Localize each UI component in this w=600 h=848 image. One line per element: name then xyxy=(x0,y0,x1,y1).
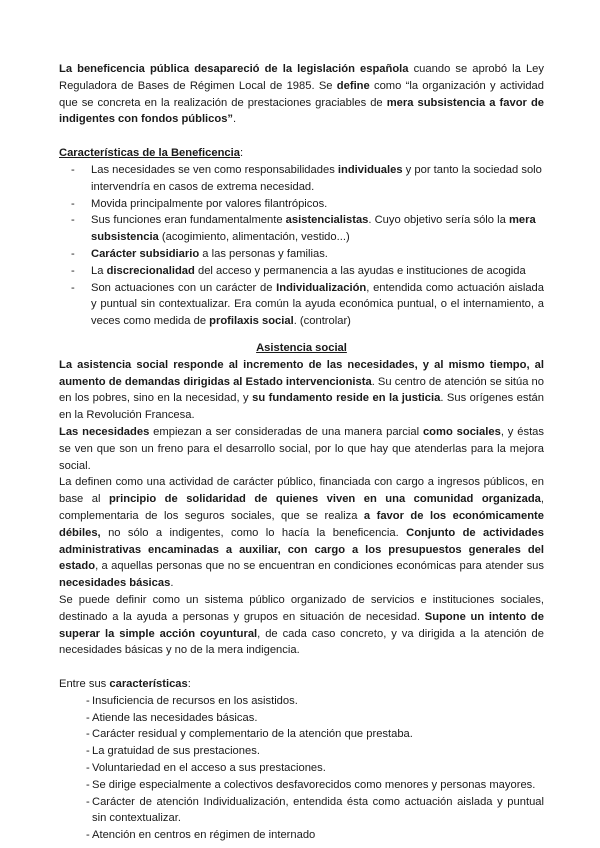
list-item: - Atiende las necesidades básicas. xyxy=(59,710,544,727)
spacer xyxy=(59,659,544,676)
list-item: - Carácter de atención Individualización, entendida ésta como actuación aislada y puntual sin contextualizar. xyxy=(59,794,544,828)
asistencia-paragraph-3 xyxy=(59,474,544,592)
list-item xyxy=(59,246,544,263)
item-text: , entendida como actuación aislada y puntual sin contextualizar. Era común la ayuda económica puntual, o el internamiento, a veces como medida de xyxy=(91,281,544,328)
p3-text-3: no sólo a indigentes, como lo hacía la beneficencia. xyxy=(100,526,407,539)
item-bold: mera subsistencia xyxy=(91,214,536,244)
item-bold: discrecionalidad xyxy=(106,264,195,277)
intro-text-3: . xyxy=(233,113,237,126)
asistencia-paragraph-2 xyxy=(59,424,544,474)
p3-bold-1: principio de solidaridad de quienes viven en una comunidad organizada xyxy=(108,493,541,506)
asistencia-paragraph-4 xyxy=(59,592,544,659)
p3-bold-3: Conjunto de actividades administrativas encaminadas a auxiliar, con cargo a los presupuestos generales del estado xyxy=(59,526,545,573)
p1-bold-2: su fundamento reside en la justicia xyxy=(252,392,441,405)
item-text: del acceso y permanencia a las ayudas e instituciones de acogida xyxy=(194,264,526,277)
item-bold: individuales xyxy=(337,163,403,176)
p2-bold-2: como sociales xyxy=(422,425,501,438)
item-bold: Carácter subsidiario xyxy=(91,247,200,260)
p3-text-2: , complementaria de los seguros sociales, que se realiza xyxy=(59,493,544,522)
p3-text-5: . xyxy=(170,577,174,590)
list-item: - Voluntariedad en el acceso a sus prestaciones. xyxy=(59,760,544,777)
p1-bold-1: La asistencia social responde al incremento de las necesidades, y al mismo tiempo, al aumento de demandas dirigidas al Estado intervencionista xyxy=(59,358,544,388)
intro-bold-3: mera subsistencia a favor de indigentes con fondos públicos” xyxy=(59,96,545,126)
p4-text-1: Se puede definir como un sistema público organizado de servicios e instituciones sociales, destinado a la ayuda a personas y grupos en situación de necesidad. xyxy=(59,593,544,623)
item-text: . (controlar) xyxy=(293,315,351,328)
p2-bold-1: Las necesidades xyxy=(59,425,150,438)
item-text: La xyxy=(91,264,107,277)
list-item: - Insuficiencia de recursos en los asistidos. xyxy=(59,693,544,710)
item-text: Sus funciones eran fundamentalmente xyxy=(91,214,286,227)
item-bold: Individualización xyxy=(276,281,367,294)
asistencia-title: Asistencia social xyxy=(256,341,347,354)
item-text: Son actuaciones con un carácter de xyxy=(91,281,277,294)
list-item: - La gratuidad de sus prestaciones. xyxy=(59,743,544,760)
p3-text-1: La definen como una actividad de carácter público, financiada con cargo a ingresos públicos, en base al xyxy=(59,476,544,506)
asistencia-paragraph-1 xyxy=(59,357,544,424)
list-item xyxy=(59,162,544,196)
document-page xyxy=(59,61,544,844)
item-text: Movida principalmente por valores filantrópicos. xyxy=(91,197,328,210)
spacer xyxy=(59,330,544,340)
list-item: - Se dirige especialmente a colectivos desfavorecidos como menores y personas mayores. xyxy=(59,777,544,794)
item-text: a las personas y familias. xyxy=(199,247,328,260)
heading-colon: : xyxy=(239,147,244,160)
item-text: Las necesidades se ven como responsabilidades xyxy=(91,163,338,176)
p3-bold-4: necesidades básicas xyxy=(59,577,171,590)
lead-bold: características xyxy=(109,678,188,691)
spacer xyxy=(59,128,544,145)
lead-colon: : xyxy=(187,678,191,691)
intro-text-2: como “la organización y actividad que se concreta en la realización de prestaciones graciables de xyxy=(59,79,544,109)
p1-text-1: . Su centro de atención se sitúa no en los pobres, sino en la necesidad, y xyxy=(59,375,544,405)
beneficencia-heading xyxy=(59,145,544,162)
intro-paragraph xyxy=(59,61,544,128)
item-bold: profilaxis social xyxy=(209,315,294,328)
intro-bold-1: La beneficencia pública desapareció de la legislación española xyxy=(59,63,409,75)
intro-text-1: cuando se aprobó la Ley Reguladora de Bases de Régimen Local de 1985. Se xyxy=(59,63,544,92)
list-item xyxy=(59,212,544,246)
list-item: - Atención en centros en régimen de internado xyxy=(59,827,544,844)
beneficencia-list xyxy=(59,162,544,330)
p3-text-4: , a aquellas personas que no se encuentran en condiciones económicas para atender sus xyxy=(95,560,544,573)
caracteristicas-lead xyxy=(59,676,544,693)
p4-text-2: , de cada caso concreto, y va dirigida a la atención de necesidades básicas y no de la mera indigencia. xyxy=(59,627,544,657)
p1-text-2: . Sus orígenes están en la Revolución Francesa. xyxy=(59,392,544,422)
p4-bold-1: Supone un intento de superar la simple acción coyuntural xyxy=(59,610,544,640)
p2-text-1: empiezan a ser consideradas de una manera parcial xyxy=(149,425,423,438)
list-item xyxy=(59,196,544,213)
list-item xyxy=(59,280,544,330)
lead-text: Entre sus xyxy=(59,678,110,691)
intro-bold-2: define xyxy=(336,79,370,92)
caracteristicas-list xyxy=(59,693,544,844)
p3-bold-2: a favor de los económicamente débiles, xyxy=(59,509,544,539)
item-text: . Cuyo objetivo sería sólo la xyxy=(368,214,509,227)
beneficencia-heading-text: Características de la Beneficencia xyxy=(59,147,240,160)
item-text: y por tanto la sociedad solo intervendría en casos de extrema necesidad. xyxy=(91,163,542,193)
list-item: - Carácter residual y complementario de la atención que prestaba. xyxy=(59,726,544,743)
p2-text-2: , y éstas se ven que son un freno para el desarrollo social, por lo que hay que atenderlas para la mejora social. xyxy=(59,425,544,472)
item-bold: asistencialistas xyxy=(285,214,369,227)
item-text: (acogimiento, alimentación, vestido...) xyxy=(158,231,350,244)
list-item xyxy=(59,263,544,280)
